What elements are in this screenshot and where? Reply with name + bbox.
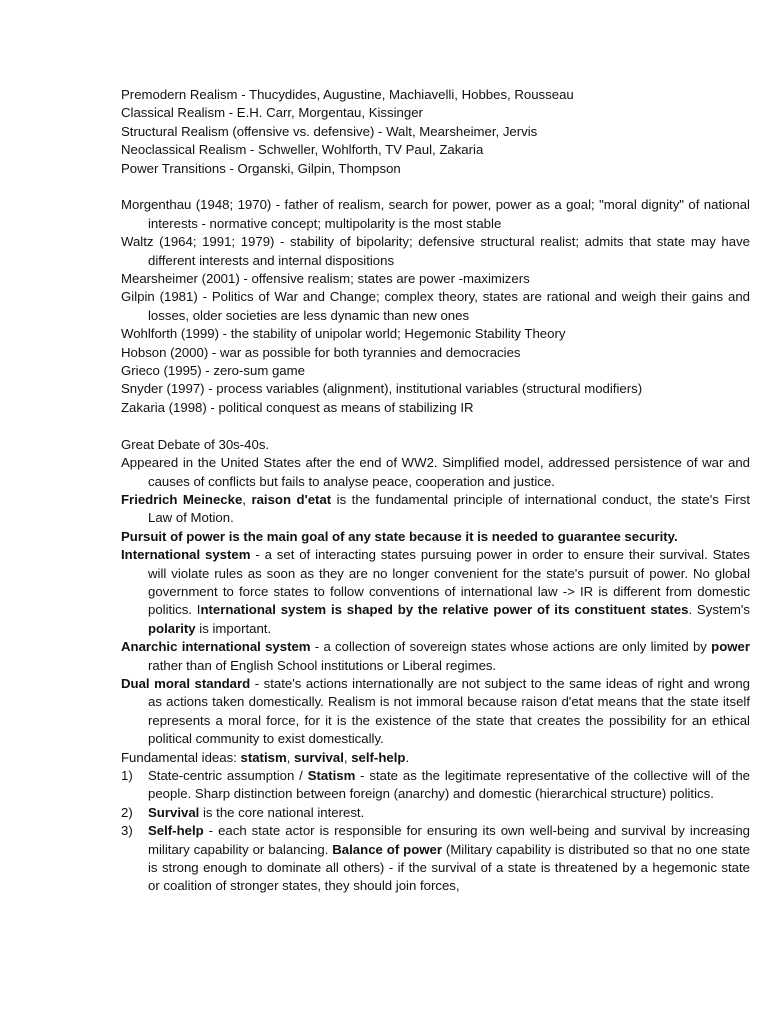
term-meinecke: Friedrich Meinecke [121,491,243,507]
author-entry: Zakaria (1998) - political conquest as means of stabilizing IR [121,399,474,415]
text-run: (Military capability is distributed so that no one state is strong enough to dominate all others) - if the survival of a state is threatened by a hegemonic state or coalition of stronger states, they should join forces, [148,841,750,894]
term-dual-moral-standard: Dual moral standard [121,675,251,691]
authors-list [121,196,750,417]
text-run: is important. [195,620,272,636]
text-run: . [405,749,410,765]
term-polarity: polarity [148,620,196,636]
term-self-help: Self-help [148,823,204,839]
term-statism: Statism [307,768,356,783]
term-power: power [711,639,750,655]
text-run: is the core national interest. [199,804,365,820]
author-entry: Grieco (1995) - zero-sum game [121,363,305,379]
author-entry: Mearsheimer (2001) - offensive realism; states are power -maximizers [121,271,530,287]
school-line: Structural Realism (offensive vs. defensive) - Walt, Mearsheimer, Jervis [121,123,538,139]
great-debate-section [121,436,750,896]
debate-intro: Appeared in the United States after the end of WW2. Simplified model, addressed persistence of war and causes of conflicts but fails to analyse peace, cooperation and justice. [121,455,750,489]
fundamental-ideas-line [121,749,750,767]
pursuit-statement [121,528,750,546]
text-run: - a collection of sovereign states whose actions are only limited by [310,639,712,655]
item-number: 1) [121,768,133,783]
author-entry: Gilpin (1981) - Politics of War and Change; complex theory, states are rational and weigh their gains and losses, older societies are less dynamic than new ones [121,289,750,323]
numbered-item [121,804,750,822]
author-entry: Snyder (1997) - process variables (alignment), institutional variables (structural modifiers) [121,381,643,397]
text-run: , [286,749,295,765]
term-survival: Survival [148,804,200,820]
spacer [121,178,750,196]
author-entry: Wohlforth (1999) - the stability of unipolar world; Hegemonic Stability Theory [121,326,566,342]
text-run: State-centric assumption / [148,768,308,783]
bold-run: nternational system is shaped by the relative power of its constituent states [200,602,689,618]
author-entry: Morgenthau (1948; 1970) - father of realism, search for power, power as a goal; "moral dignity" of national interests - normative concept; multipolarity is the most stable [121,197,750,231]
numbered-item [121,767,750,804]
international-system-paragraph [121,546,750,638]
text-run: - a set of interacting states pursuing power in order to ensure their survival. States will violate rules as soon as they are no longer convenient for the state's pursuit of power. No global government to force states to follow conventions of international law -> IR is different from domestic politics. I [148,547,750,618]
text-run: . System's [688,602,751,618]
text-run: rather than of English School institutions or Liberal regimes. [148,657,497,673]
text-run: , [242,491,252,507]
term-balance-of-power: Balance of power [332,841,442,857]
term-statism: statism [240,749,287,765]
author-entry: Hobson (2000) - war as possible for both tyrannies and democracies [121,344,521,360]
text-run: - state's actions internationally are not subject to the same ideas of right and wrong as actions taken domestically. Realism is not immoral because raison d'etat means that the state itself represents a moral force, for it is the existence of the state that creates the possibility for an ethical political community to exist domestically. [148,675,751,747]
term-anarchic-system: Anarchic international system [121,639,311,655]
bold-statement: Pursuit of power is the main goal of any state because it is needed to guarantee security. [121,528,678,544]
term-self-help: self-help [351,749,406,765]
item-number: 2) [121,804,133,820]
school-line: Classical Realism - E.H. Carr, Morgentau, Kissinger [121,105,423,121]
school-line: Power Transitions - Organski, Gilpin, Thompson [121,160,401,176]
school-line: Neoclassical Realism - Schweller, Wohlforth, TV Paul, Zakaria [121,142,484,158]
text-run: - state as the legitimate representative of the collective will of the people. Sharp distinction between foreign (anarchy) and domestic (hierarchical structure) politics. [148,768,750,802]
dual-moral-paragraph [121,675,750,749]
schools-list [121,86,750,178]
term-international-system: International system [121,547,251,563]
text-run: is the fundamental principle of international conduct, the state's First Law of Motion. [148,491,750,526]
document-page [121,86,750,896]
anarchic-system-paragraph [121,638,750,675]
text-run: - each state actor is responsible for ensuring its own well-being and survival by increasing military capability or balancing. [148,823,750,857]
item-number: 3) [121,823,133,839]
term-survival: survival [294,749,344,765]
text-run: Fundamental ideas: [121,749,241,765]
term-raison-detat: raison d'etat [251,491,332,507]
spacer [121,417,750,435]
numbered-item [121,822,750,896]
author-entry: Waltz (1964; 1991; 1979) - stability of bipolarity; defensive structural realist; admits that state may have different interests and internal dispositions [121,234,750,268]
meinecke-paragraph [121,491,750,528]
school-line: Premodern Realism - Thucydides, Augustine, Machiavelli, Hobbes, Rousseau [121,87,574,102]
section-heading: Great Debate of 30s-40s. [121,436,270,452]
text-run: , [343,749,352,765]
